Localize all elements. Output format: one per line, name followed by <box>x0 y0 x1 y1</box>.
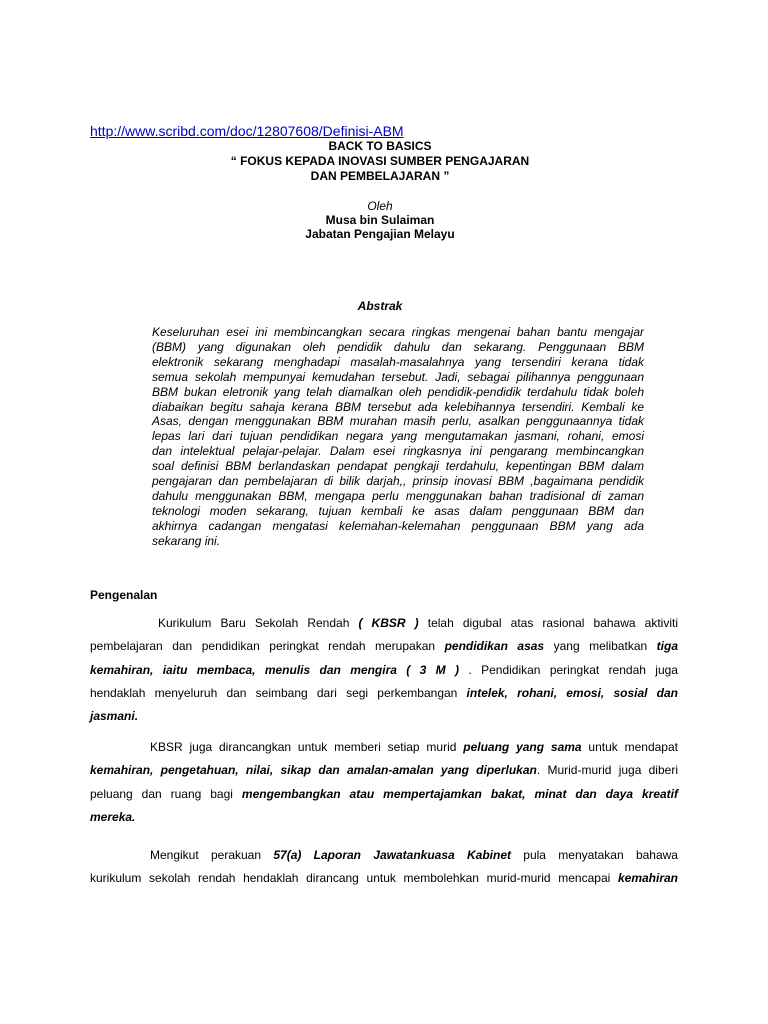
paragraph-1-line-2 <box>90 635 678 658</box>
paragraph-2-line-2 <box>90 759 678 782</box>
abstract-line: lepas lari dari tujuan pendidikan negara yang mengutamakan jasmani, rohani, emosi <box>152 429 644 444</box>
abstract-line: teknologi moden sekarang, tujuan kembali ke asas dalam penggunaan BBM dan <box>152 503 644 518</box>
abstract-line: elektronik sekarang menghadapi masalah-masalahnya yang tersendiri kerana tidak <box>152 354 644 369</box>
author-name: Musa bin Sulaiman <box>325 213 435 227</box>
text-run: pembelajaran dan pendidikan peringkat rendah merupakan <box>90 639 445 654</box>
abstract-line: sekarang ini. <box>152 533 221 548</box>
title-line-2: “ FOKUS KEPADA INOVASI SUMBER PENGAJARAN <box>230 154 530 168</box>
paragraph-2 <box>90 736 678 829</box>
text-run: pendidikan asas <box>444 639 545 654</box>
paragraph-3-line-2 <box>90 867 678 890</box>
text-run: tiga <box>656 639 679 654</box>
text-run: kemahiran, iaitu membaca, menulis dan mengira ( 3 M ) <box>90 662 460 677</box>
text-run: kemahiran, pengetahuan, nilai, sikap dan amalan-amalan yang diperlukan <box>90 763 537 778</box>
abstract-line: semua sekolah mempunyai kemudahan tersebut. Jadi, sebagai pilihannya penggunaan <box>152 369 644 384</box>
abstract-line: (BBM) yang digunakan oleh pendidik dahulu dan sekarang. Penggunaan BBM <box>152 339 644 354</box>
paragraph-2-line-1 <box>90 736 678 759</box>
abstract-line: diabaikan begitu sahaja kerana BBM tersebut ada kelebihannya tersendiri. Kembali ke <box>152 399 644 414</box>
paragraph-1-line-3 <box>90 659 678 682</box>
paragraph-1-line-5 <box>90 705 678 728</box>
abstract-line: dahulu menggunakan BBM, mengapa perlu menggunakan bahan tradisional di zaman <box>152 488 644 503</box>
text-run: telah digubal atas rasional bahawa aktiviti <box>418 616 679 630</box>
text-run: pula menyatakan bahawa <box>510 848 678 862</box>
paragraph-1-line-1 <box>90 612 678 635</box>
abstract-line: dan intelektual pelajar-pelajar. Dalam esei ringkasnya ini pengarang membincangkan <box>152 444 644 459</box>
author-department: Jabatan Pengajian Melayu <box>305 227 455 241</box>
text-run: KBSR juga dirancangkan untuk memberi setiap murid <box>150 740 464 754</box>
text-run: mengembangkan atau mempertajamkan bakat, minat dan daya kreatif <box>241 786 678 801</box>
text-run: peluang dan ruang bagi <box>90 786 242 801</box>
text-run: Kurikulum Baru Sekolah Rendah <box>158 616 359 630</box>
text-run: . Murid-murid juga diberi <box>536 763 678 778</box>
byline-oleh: Oleh <box>367 199 393 213</box>
text-run: mereka. <box>90 809 136 824</box>
text-run: peluang yang sama <box>463 740 582 754</box>
title-line-1: BACK TO BASICS <box>328 139 432 153</box>
abstract-line: Keseluruhan esei ini membincangkan secara ringkas mengenai bahan bantu mengajar <box>152 325 644 339</box>
text-run: yang melibatkan <box>544 639 657 654</box>
text-run: . Pendidikan peringkat rendah juga <box>459 662 678 677</box>
source-link[interactable]: http://www.scribd.com/doc/12807608/Definisi-ABM <box>90 123 404 139</box>
abstract-line: soal definisi BBM berlandaskan pendapat pengkaji terdahulu, kepentingan BBM dalam <box>152 459 644 474</box>
text-run: intelek, rohani, emosi, sosial dan <box>466 685 678 700</box>
text-run: 57(a) Laporan Jawatankuasa Kabinet <box>273 848 511 862</box>
text-run: untuk mendapat <box>581 740 678 754</box>
title-line-3: DAN PEMBELAJARAN ” <box>310 169 450 183</box>
paragraph-3-line-1 <box>90 844 678 867</box>
abstract-line: BBM bukan eletronik yang telah diamalkan oleh pendidik-pendidik terdahulu tidak boleh <box>152 384 644 399</box>
paragraph-1 <box>90 612 678 728</box>
abstract-line: pengajaran dan pembelajaran di bilik darjah,, prinsip inovasi BBM ,bagaimana pendidik <box>152 474 644 489</box>
abstract-body <box>152 325 644 549</box>
paragraph-3 <box>90 844 678 891</box>
text-run: hendaklah menyeluruh dan seimbang dari segi perkembangan <box>90 685 467 700</box>
paragraph-1-line-4 <box>90 682 678 705</box>
text-run: jasmani. <box>90 709 139 724</box>
text-run: ( KBSR ) <box>358 616 419 630</box>
paragraph-2-line-4 <box>90 806 678 829</box>
paragraph-2-line-3 <box>90 783 678 806</box>
abstract-line: Asas, dengan menggunakan BBM murahan masih perlu, asalkan penggunaannya tidak <box>152 414 644 429</box>
section-heading-pengenalan: Pengenalan <box>90 588 158 602</box>
abstract-line: akhirnya cadangan mengatasi kelemahan-kelemahan penggunaan BBM yang ada <box>152 518 644 533</box>
text-run: Mengikut perakuan <box>150 848 274 862</box>
text-run: kurikulum sekolah rendah hendaklah dirancang untuk membolehkan murid-murid mencapai <box>90 871 618 886</box>
abstract-heading: Abstrak <box>357 299 403 313</box>
text-run: kemahiran <box>617 871 678 886</box>
